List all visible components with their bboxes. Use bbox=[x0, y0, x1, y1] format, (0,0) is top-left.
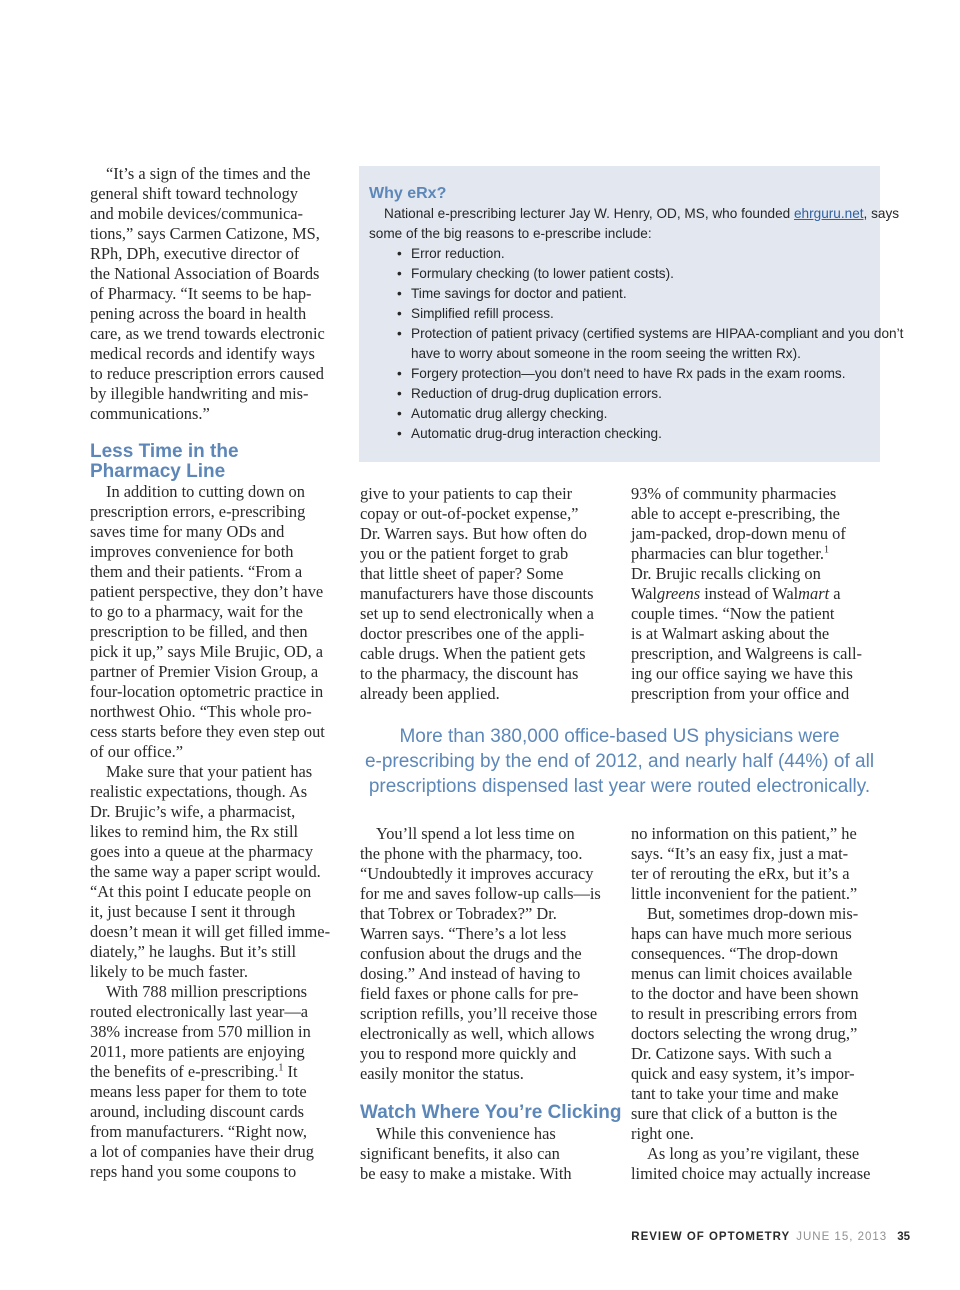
sidebar-title: Why eRx? bbox=[369, 185, 447, 202]
paragraph-rerouting: no information on this patient,” he says. “It’s an easy fix, just a mat- ter of rerouting the eRx, but it’s a little inconvenient for the patient.” bbox=[631, 824, 858, 903]
section-heading-pharmacy-line: Less Time in the Pharmacy Line bbox=[90, 441, 239, 482]
list-item: • Formulary checking (to lower patient costs). bbox=[369, 264, 880, 284]
column-2-top: give to your patients to cap their copay or out-of-pocket expense,” Dr. Warren says. But how often do you or the patient forget to grab that little sheet of paper? Some manufacturers have those discounts set up to send electronically when a doctor prescribes one of the appli- cable drugs. When the patient gets to the pharmacy, the discount has already been applied. bbox=[360, 484, 594, 703]
list-item: • Forgery protection—you don’t need to have Rx pads in the exam rooms. bbox=[369, 364, 880, 384]
paragraph-expectations: Make sure that your patient has realistic expectations, though. As Dr. Brujic’s wife, a pharmacist, likes to remind him, the Rx still goes into a queue at the pharmacy the same way a paper script would. “At this point I educate people on it, just because I sent it through doesn’t mean it will get filled imme- diately,” he laughs. But it’s still likely to be much faster. bbox=[90, 762, 331, 981]
list-item: • Automatic drug-drug interaction checking. bbox=[369, 424, 880, 444]
magazine-name: REVIEW OF OPTOMETRY bbox=[631, 1231, 791, 1243]
column-3-top: 93% of community pharmacies able to accept e-prescribing, the jam-packed, drop-down menu of pharmacies can blur together.$^1$ Dr. Brujic recalls clicking on Walgreens instead of Walmart a couple times. “Now the patient is at Walmart asking about the prescription, and Walgreens is call- ing our office saying we have this prescription from your office and bbox=[631, 484, 862, 703]
footnote-marker: 1 bbox=[823, 544, 829, 556]
why-erx-sidebar bbox=[359, 166, 904, 462]
column-1 bbox=[90, 164, 346, 1182]
ehrguru-link[interactable]: ehrguru.net bbox=[794, 206, 864, 221]
list-item: • Automatic drug allergy checking. bbox=[369, 404, 880, 424]
list-item: • Protection of patient privacy (certified systems are HIPAA-compliant and you don’t have to worry about someone in the room seeing the written Rx). bbox=[369, 324, 880, 364]
paragraph-statistics: With 788 million prescriptions routed electronically last year—a 38% increase from 570 million in 2011, more patients are enjoying the benefits of e-prescribing.$^1$ It means less paper for them to tote around, including discount cards from manufacturers. “Right now, a lot of companies have their drug reps hand you some coupons to bbox=[90, 982, 314, 1181]
column-3-bottom bbox=[631, 824, 883, 1184]
page-footer bbox=[631, 1231, 910, 1243]
paragraph-dropdown-mishaps: But, sometimes drop-down mis- haps can have much more serious consequences. “The drop-down menus can limit choices available to the doctor and have been shown to result in prescribing errors from doctors selecting the wrong drug,” Dr. Catizone says. With such a quick and easy system, it’s impor- tant to take your time and make sure that click of a button is the right one. bbox=[631, 904, 859, 1143]
column-2-bottom bbox=[360, 824, 622, 1184]
footnote-marker: 1 bbox=[278, 1062, 284, 1074]
list-item: • Error reduction. bbox=[369, 244, 880, 264]
page-number: 35 bbox=[897, 1231, 910, 1243]
paragraph-intro-quote: “It’s a sign of the times and the general shift toward technology and mobile devices/communica- tions,” says Carmen Catizone, MS, RPh, DPh, executive director of the National Association of Boards of Pharmacy. “It seems to be hap- pening across the board in health care, as we trend towards electronic medical records and identify ways to reduce prescription errors caused by illegible handwriting and mis- communications.” bbox=[90, 164, 325, 423]
reasons-list bbox=[369, 244, 904, 444]
list-item: • Simplified refill process. bbox=[369, 304, 880, 324]
paragraph-pharmacy-calls: You’ll spend a lot less time on the phone with the pharmacy, too. “Undoubtedly it improves accuracy for me and saves follow-up calls—is that Tobrex or Tobradex?” Dr. Warren says. “There’s a lot less confusion about the drugs and the dosing.” And instead of having to field faxes or phone calls for pre- scription refills, you’ll receive those electronically as well, which allows you to respond more quickly and easily monitor the status. bbox=[360, 824, 601, 1083]
list-item: • Time savings for doctor and patient. bbox=[369, 284, 880, 304]
section-heading-clicking: Watch Where You’re Clicking bbox=[360, 1102, 622, 1123]
paragraph-convenience: While this convenience has significant benefits, it also can be easy to make a mistake. With bbox=[360, 1124, 572, 1183]
sidebar-intro: National e-prescribing lecturer Jay W. Henry, OD, MS, who founded ehrguru.net, says bbox=[384, 206, 900, 221]
paragraph-vigilant: As long as you’re vigilant, these limited choice may actually increase bbox=[631, 1144, 871, 1183]
issue-date: JUNE 15, 2013 bbox=[796, 1231, 888, 1243]
sidebar-intro-line-2: some of the big reasons to e-prescribe include: bbox=[369, 226, 652, 241]
pull-quote: More than 380,000 office-based US physicians were e-prescribing by the end of 2012, and nearly half (44%) of all prescriptions dispensed last year were routed electronically. bbox=[364, 726, 875, 797]
list-item: • Reduction of drug-drug duplication errors. bbox=[369, 384, 880, 404]
paragraph-time-savings: In addition to cutting down on prescription errors, e-prescribing saves time for many ODs and improves convenience for both them and their patients. “From a patient perspective, they don’t have to go to a pharmacy, wait for the prescription to be filled, and then pick it up,” says Mile Brujic, OD, a partner of Premier Vision Group, a four-location optometric practice in northwest Ohio. “This whole pro- cess starts before they even step out of our office.” bbox=[90, 482, 325, 761]
